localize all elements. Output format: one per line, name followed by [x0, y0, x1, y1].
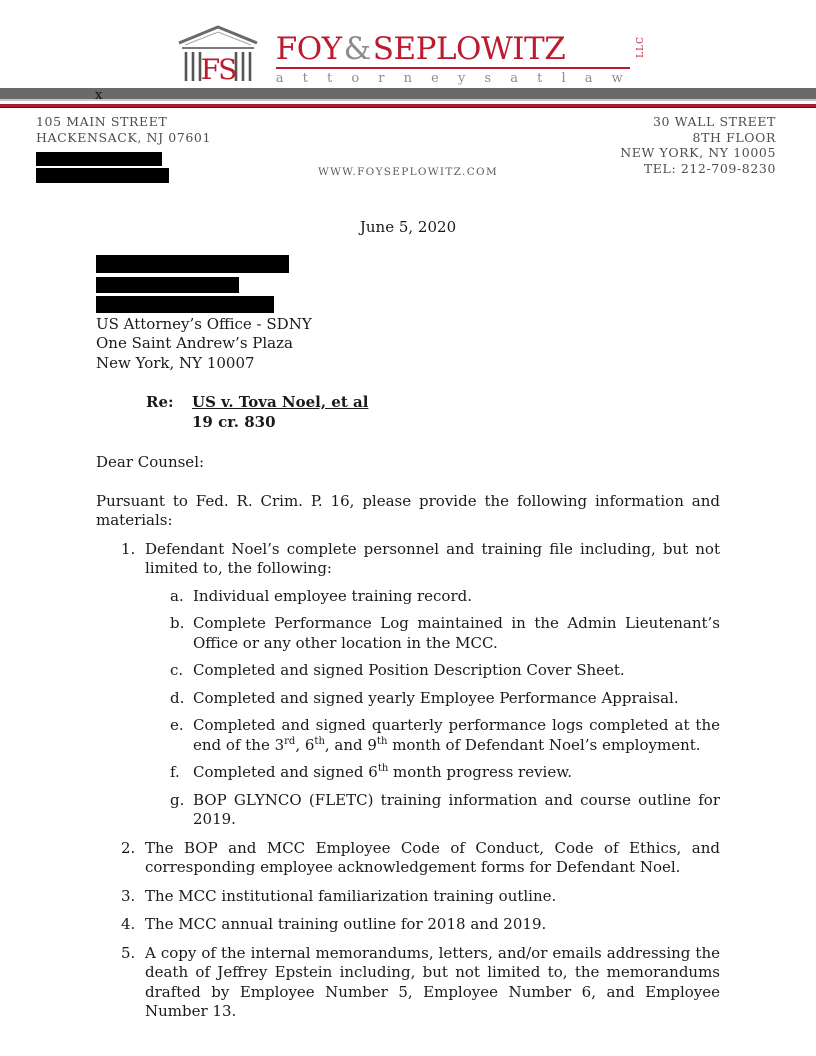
- recipient-address: [96, 315, 720, 374]
- superscript-text: th: [314, 735, 325, 747]
- sub-list-item-text: [193, 614, 720, 653]
- sub-list-item-letter: a.: [170, 586, 184, 605]
- superscript-text: rd: [284, 735, 296, 747]
- sub-list-item-letter: d.: [170, 688, 185, 707]
- request-list: [96, 540, 720, 1022]
- firm-name: [276, 32, 631, 66]
- list-item-text: [145, 944, 720, 1022]
- list-item-paragraph: [145, 915, 720, 935]
- office-address-line: 105 MAIN STREET: [36, 114, 168, 129]
- recipient-address-line: US Attorney’s Office - SDNY: [96, 314, 312, 333]
- firm-tagline: a t t o r n e y s a t l a w: [275, 71, 631, 86]
- text-run: month of Defendant Noel’s employment.: [387, 735, 701, 754]
- letter-body: [96, 218, 720, 1022]
- sub-list-item-letter: f.: [170, 763, 180, 781]
- text-run: , 6: [295, 735, 315, 754]
- re-case-number: 19 cr. 830: [192, 412, 276, 431]
- list-item: [96, 540, 720, 830]
- list-item-number: 3.: [121, 886, 136, 905]
- list-item-text: [145, 839, 720, 878]
- re-block: [146, 393, 720, 432]
- list-item: [96, 915, 720, 935]
- text-run: month progress review.: [388, 763, 573, 781]
- office-address-nj: [36, 114, 211, 145]
- letter-date: June 5, 2020: [359, 218, 457, 236]
- firm-wordmark: [276, 32, 647, 86]
- sub-list-item-text: [193, 587, 720, 607]
- text-run: A copy of the internal memorandums, letters, and/or emails addressing the death of Jeffrey Epstein including, but not limited to, the memorandums drafted by Employee Number 5, Employee Number 6, and Employee Number 13.: [145, 943, 720, 1020]
- text-run: Individual employee training record.: [193, 586, 473, 605]
- recipient-address-line: New York, NY 10007: [96, 353, 255, 372]
- text-run: The BOP and MCC Employee Code of Conduct, Code of Ethics, and corresponding employee acknowledgement forms for Defendant Noel.: [145, 838, 720, 876]
- recipient-address-line: One Saint Andrew’s Plaza: [96, 334, 293, 352]
- office-address-line: 8TH FLOOR: [692, 129, 776, 145]
- sub-list-item-text: [193, 689, 720, 709]
- sub-list-item-text: [193, 661, 720, 681]
- superscript-text: th: [376, 735, 388, 747]
- header-gray-bar: [0, 88, 816, 101]
- sub-list-item-letter: c.: [170, 661, 184, 679]
- text-run: Completed and signed 6: [193, 763, 378, 781]
- firm-name-part2: SEPLOWITZ: [372, 31, 566, 67]
- office-address-line: TEL: 212-709-8230: [643, 160, 776, 176]
- text-run: Completed and signed quarterly performance logs completed at the end of the 3: [193, 716, 720, 754]
- redaction-bar: [96, 255, 289, 273]
- text-run: The MCC annual training outline for 2018 and 2019.: [145, 915, 547, 933]
- list-item-text: [145, 915, 720, 935]
- office-address-line: HACKENSACK, NJ 07601: [36, 129, 212, 145]
- sub-list-item-text: [193, 716, 720, 755]
- sub-list-item-text: [193, 763, 720, 783]
- sub-list-item: [145, 614, 720, 653]
- header-red-line: [0, 104, 816, 108]
- list-item-number: 1.: [121, 539, 136, 558]
- superscript-text: th: [377, 763, 389, 774]
- redaction-bar: [96, 296, 274, 313]
- office-address-line: 30 WALL STREET: [652, 114, 776, 129]
- courthouse-columns-icon: [170, 24, 266, 86]
- sub-list-item-letter: e.: [170, 716, 184, 734]
- list-item-number: 5.: [121, 943, 136, 962]
- re-case-name: US v. Tova Noel, et al: [192, 393, 369, 411]
- text-run: The MCC institutional familiarization training outline.: [145, 886, 557, 905]
- list-item: [96, 887, 720, 907]
- intro-paragraph: Pursuant to Fed. R. Crim. P. 16, please provide the following information and materials:: [96, 491, 720, 529]
- text-run: Complete Performance Log maintained in the Admin Lieutenant’s Office or any other location in the MCC.: [193, 614, 720, 652]
- firm-monogram: FS: [200, 53, 236, 86]
- sub-list-item: [145, 763, 720, 783]
- office-address-ny: [620, 114, 776, 176]
- list-item: [96, 944, 720, 1022]
- list-item-paragraph: [145, 839, 720, 878]
- list-item-paragraph: [145, 540, 720, 579]
- sub-list-item: [145, 587, 720, 607]
- firm-logo: [0, 24, 816, 86]
- sub-list-item: [145, 716, 720, 755]
- redaction-bar: [96, 277, 239, 293]
- text-run: Defendant Noel’s complete personnel and training file including, but not limited to, the following:: [145, 539, 720, 577]
- redaction-bar: [36, 152, 162, 166]
- sub-list-item-letter: g.: [170, 790, 185, 809]
- list-item-number: 4.: [121, 915, 136, 933]
- text-run: Completed and signed Position Description Cover Sheet.: [193, 661, 625, 679]
- salutation: Dear Counsel:: [96, 453, 205, 471]
- firm-rule: [276, 67, 631, 69]
- firm-suffix-llc: LLC: [636, 36, 647, 58]
- list-item-paragraph: [145, 944, 720, 1022]
- list-item-text: [145, 540, 720, 830]
- text-run: BOP GLYNCO (FLETC) training information and course outline for 2019.: [193, 790, 720, 828]
- sub-list-item: [145, 689, 720, 709]
- sub-list-item-text: [193, 791, 720, 830]
- firm-ampersand: &: [343, 31, 371, 67]
- sub-list-item: [145, 791, 720, 830]
- list-item: [96, 839, 720, 878]
- recipient-block: [96, 255, 720, 374]
- office-address-line: NEW YORK, NY 10005: [620, 145, 776, 160]
- sub-list-item: [145, 661, 720, 681]
- text-run: , and 9: [324, 735, 377, 754]
- text-run: Completed and signed yearly Employee Performance Appraisal.: [193, 688, 679, 707]
- divider-x-mark: x: [95, 88, 103, 103]
- firm-website: WWW.FOYSEPLOWITZ.COM: [318, 166, 498, 178]
- re-label: Re:: [146, 393, 174, 411]
- list-item-text: [145, 887, 720, 907]
- firm-name-part1: FOY: [275, 31, 342, 67]
- list-item-paragraph: [145, 887, 720, 907]
- sub-list-item-letter: b.: [170, 614, 185, 632]
- list-item-number: 2.: [121, 838, 136, 857]
